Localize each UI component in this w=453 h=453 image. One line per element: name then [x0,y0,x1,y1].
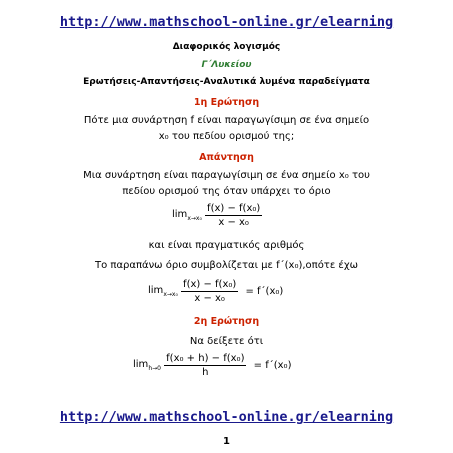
question-2-line-1: Να δείξετε ότι [189,336,264,347]
formula-2-numerator: f(x) − f(x₀) [183,279,237,290]
formula-2-lim: $\lim_{x\to x_0}$ [148,285,178,298]
question-2-heading: 2η Ερώτηση [193,316,260,327]
answer-heading: Απάντηση [199,152,254,163]
footer-link[interactable]: http://www.mathschool-online.gr/elearning [59,409,394,425]
question-1-line-1: Πότε μια συνάρτηση f είναι παραγωγίσιμη σε ένα σημείο [83,115,370,126]
formula-1-lim: $\lim_{x\to x_0}$ [172,209,202,222]
grade-label: Γ΄Λυκείου [201,60,252,70]
formula-3-fraction [164,352,246,379]
formula-3-rhs: = f΄(x₀) [253,360,292,371]
formula-2-denominator: x − x₀ [194,293,225,304]
formula-3 [133,352,291,379]
formula-1-numerator: f(x) − f(x₀) [207,203,261,214]
answer-1-line-2: πεδίου ορισμού της όταν υπάρχει το όριο [122,186,331,197]
answer-1-line-4: Το παραπάνω όριο συμβολίζεται με f΄(x₀),οπότε έχω [95,260,358,271]
formula-3-lim: $\lim_{h\to 0}$ [133,359,161,372]
formula-1-denominator: x − x₀ [218,217,249,228]
formula-2-fraction [181,278,238,305]
header-link[interactable]: http://www.mathschool-online.gr/elearning [59,14,394,30]
question-1-line-2: x₀ του πεδίου ορισμού της; [158,131,295,142]
document-title: Διαφορικός λογισμός [172,42,281,52]
formula-2 [148,278,283,305]
question-1-heading: 1η Ερώτηση [193,97,260,108]
formula-2-rhs: = f΄(x₀) [245,286,284,297]
answer-1-line-3: και είναι πραγματικός αριθμός [148,240,305,251]
answer-1-line-1: Μια συνάρτηση είναι παραγωγίσιμη σε ένα σημείο x₀ του [83,170,370,181]
formula-3-denominator: h [202,367,209,378]
formula-3-numerator: f(x₀ + h) − f(x₀) [166,353,245,364]
page-number: 1 [223,436,230,447]
document-subtitle: Ερωτήσεις-Απαντήσεις-Αναλυτικά λυμένα παραδείγματα [83,77,370,87]
formula-1-fraction [205,202,262,229]
formula-1 [172,202,262,229]
